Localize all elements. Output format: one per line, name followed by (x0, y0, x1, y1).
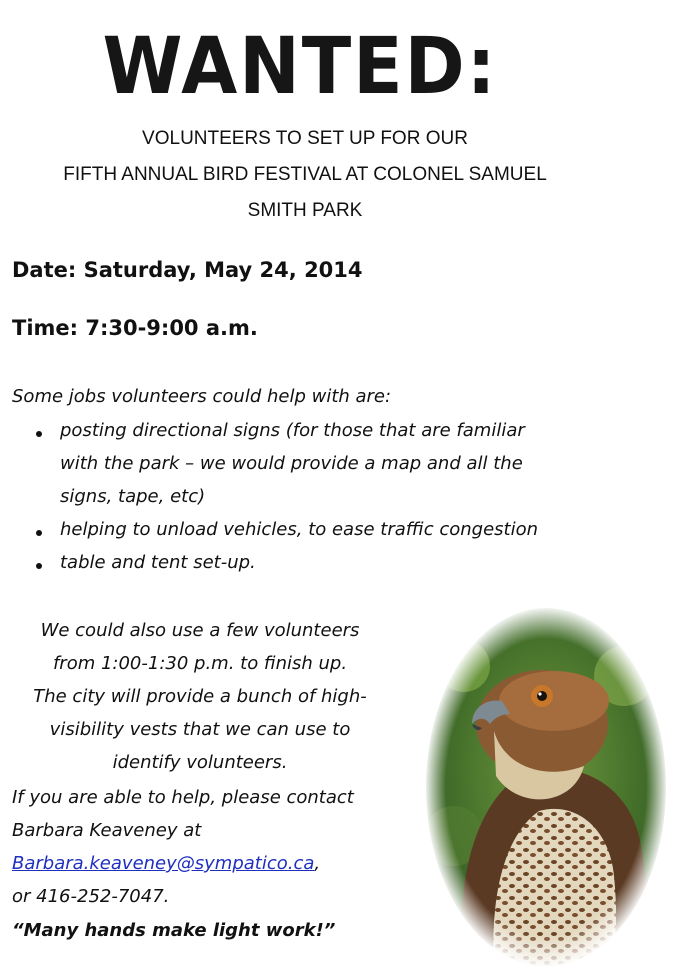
afternoon-line-3: The city will provide a bunch of high- (33, 686, 367, 707)
event-time: Time: 7:30-9:00 a.m. (12, 316, 258, 340)
afternoon-line-4: visibility vests that we can use to (49, 719, 351, 740)
job-item-2: helping to unload vehicles, to ease traffic congestion (60, 519, 539, 540)
contact-email-line (12, 853, 320, 874)
job-item-1-line-1: posting directional signs (for those that are familiar (60, 420, 525, 441)
hawk-photo (424, 606, 668, 968)
afternoon-line-2: from 1:00-1:30 p.m. to finish up. (52, 653, 348, 674)
email-link[interactable]: Barbara.keaveney@sympatico.ca (12, 853, 315, 874)
subtitle-line-1: VOLUNTEERS TO SET UP FOR OUR (142, 128, 468, 149)
contact-line-2: Barbara Keaveney at (12, 820, 202, 841)
event-date: Date: Saturday, May 24, 2014 (12, 258, 363, 282)
page-title: WANTED: (102, 22, 498, 112)
afternoon-line-1: We could also use a few volunteers (40, 620, 360, 641)
closing-quote: “Many hands make light work!” (12, 920, 336, 941)
subtitle-line-3: SMITH PARK (247, 200, 363, 221)
job-item-1-line-2: with the park – we would provide a map and all the (60, 453, 523, 474)
jobs-intro: Some jobs volunteers could help with are: (12, 386, 392, 407)
subtitle-line-2: FIFTH ANNUAL BIRD FESTIVAL AT COLONEL SAMUEL (63, 164, 547, 185)
job-item-3: table and tent set-up. (60, 552, 256, 573)
afternoon-line-5: identify volunteers. (112, 752, 288, 773)
job-item-1-line-3: signs, tape, etc) (60, 486, 206, 507)
contact-line-1: If you are able to help, please contact (12, 787, 354, 808)
contact-phone: or 416-252-7047. (12, 886, 170, 907)
email-suffix: , (314, 853, 321, 874)
